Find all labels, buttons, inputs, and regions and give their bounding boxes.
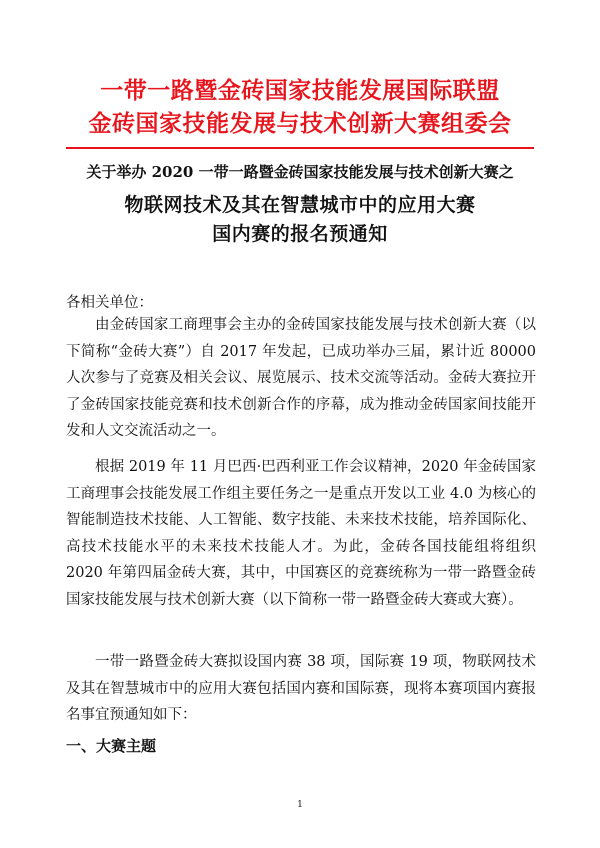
- notice-title-line3: 国内赛的报名预通知: [212, 223, 388, 245]
- header-organization-line2: 金砖国家技能发展与技术创新大赛组委会: [88, 110, 512, 137]
- notice-title-line2: 物联网技术及其在智慧城市中的应用大赛: [124, 194, 476, 216]
- notice-title-line1: 关于举办 2020 一带一路暨金砖国家技能发展与技术创新大赛之: [86, 163, 514, 181]
- page-number: 1: [297, 800, 303, 810]
- section-heading: 一、大赛主题: [66, 737, 157, 755]
- salutation: 各相关单位：: [66, 295, 153, 311]
- header-divider: [66, 147, 534, 149]
- body-paragraph-2: 根据 2019 年 11 月巴西·巴西利亚工作会议精神，2020 年金砖国家工商理事会技能发展工作组主要任务之一是重点开发以工业 4.0 为核心的智能制造技术技能、人工智能、数字技能、未来技术技能，培养国际化、高技术技能水平的未来技术技能人才。为此，金砖各国技能组将组织 2020 年第四届金砖大赛，其中，中国赛区的竞赛统称为一带一路暨金砖国家技能发展与技术创新大赛（以下简称一带一路暨金砖大赛或大赛）。: [66, 459, 536, 608]
- header-organization-line1: 一带一路暨金砖国家技能发展国际联盟: [100, 77, 500, 104]
- body-paragraph-1: 由金砖国家工商理事会主办的金砖国家技能发展与技术创新大赛（以下简称“金砖大赛”）自 2017 年发起，已成功举办三届，累计近 80000 人次参与了竞赛及相关会议、展览展示、技术交流等活动。金砖大赛拉开了金砖国家技能竞赛和技术创新合作的序幕，成为推动金砖国家间技能开发和人文交流活动之一。: [66, 317, 536, 440]
- body-paragraph-3: 一带一路暨金砖大赛拟设国内赛 38 项，国际赛 19 项，物联网技术及其在智慧城市中的应用大赛包括国内赛和国际赛，现将本赛项国内赛报名事宜预通知如下：: [66, 654, 536, 724]
